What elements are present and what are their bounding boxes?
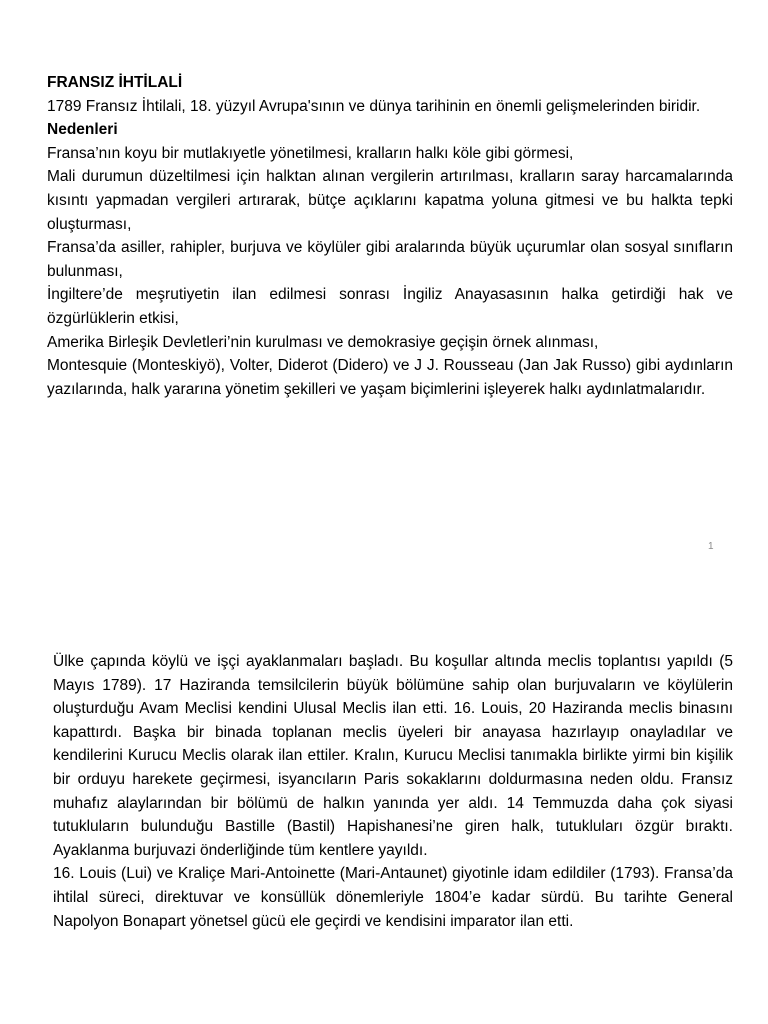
page-number: 1 xyxy=(708,541,714,552)
cause-item: Amerika Birleşik Devletleri’nin kurulması ve demokrasiye geçişin örnek alınması, xyxy=(47,333,599,351)
body-paragraph: Ülke çapında köylü ve işçi ayaklanmaları başladı. Bu koşullar altında meclis toplantısı yapıldı (5 Mayıs 1789). 17 Haziranda temsilcilerin büyük bölümüne sahip olan burjuvaların ve köylülerin oluşturduğu Avam Meclisi kendini Ulusal Meclis ilan etti. 16. Louis, 20 Haziranda meclis binasını kapattırdı. Başka bir binada toplanan meclis üyeleri bir anayasa hazırlayıp onayladılar ve kendilerini Kurucu Meclis olarak ilan ettiler. Kralın, Kurucu Meclisi tanımakla birlikte yirmi bin kişilik bir orduyu harekete geçirmesi, isyancıların Paris sokaklarını doldurmasına neden oldu. Fransız muhafız alaylarından bir bölümü de halkın yanında yer aldı. 14 Temmuzda daha çok siyasi tutukluların bulunduğu Bastille (Bastil) Hapishanesi’ne giren halk, tutukluları özgür bıraktı. Ayaklanma burjuvazi önderliğinde tüm kentlere yayıldı. xyxy=(53,653,733,859)
document-title: FRANSIZ İHTİLALİ xyxy=(47,74,183,91)
page-1-text-block xyxy=(47,71,733,401)
cause-item: İngiltere’de meşrutiyetin ilan edilmesi sonrası İngiliz Anayasasının halka getirdiği hak ve özgürlüklerin etkisi, xyxy=(47,286,733,327)
page-2-text-block xyxy=(53,650,733,933)
cause-item: Mali durumun düzeltilmesi için halktan alınan vergilerin artırılması, kralların saray harcamalarında kısıntı yapmadan vergileri artırarak, bütçe açıklarını kapatma yoluna gitmesi ve bu halkta tepki oluşturması, xyxy=(47,168,733,233)
document-page-2 xyxy=(0,575,768,1024)
cause-item: Fransa’da asiller, rahipler, burjuva ve köylüler gibi aralarında büyük uçurumlar olan sosyal sınıfların bulunması, xyxy=(47,239,733,280)
cause-item: Montesquie (Monteskiyö), Volter, Diderot (Didero) ve J J. Rousseau (Jan Jak Russo) gibi aydınların yazılarında, halk yararına yönetim şekilleri ve yaşam biçimlerini işleyerek halkı aydınlatmalarıdır. xyxy=(47,357,733,398)
causes-heading: Nedenleri xyxy=(47,121,118,139)
cause-item: Fransa’nın koyu bir mutlakıyetle yönetilmesi, kralların halkı köle gibi görmesi, xyxy=(47,144,574,162)
intro-paragraph: 1789 Fransız İhtilali, 18. yüzyıl Avrupa'sının ve dünya tarihinin en önemli gelişmelerinden biridir. xyxy=(47,97,701,115)
body-paragraph: 16. Louis (Lui) ve Kraliçe Mari-Antoinette (Mari-Antaunet) giyotinle idam edildiler (1793). Fransa’da ihtilal süreci, direktuvar ve konsüllük dönemleriyle 1804’e kadar sürdü. Bu tarihte General Napolyon Bonapart yönetsel gücü ele geçirdi ve kendisini imparator ilan etti. xyxy=(53,865,733,930)
